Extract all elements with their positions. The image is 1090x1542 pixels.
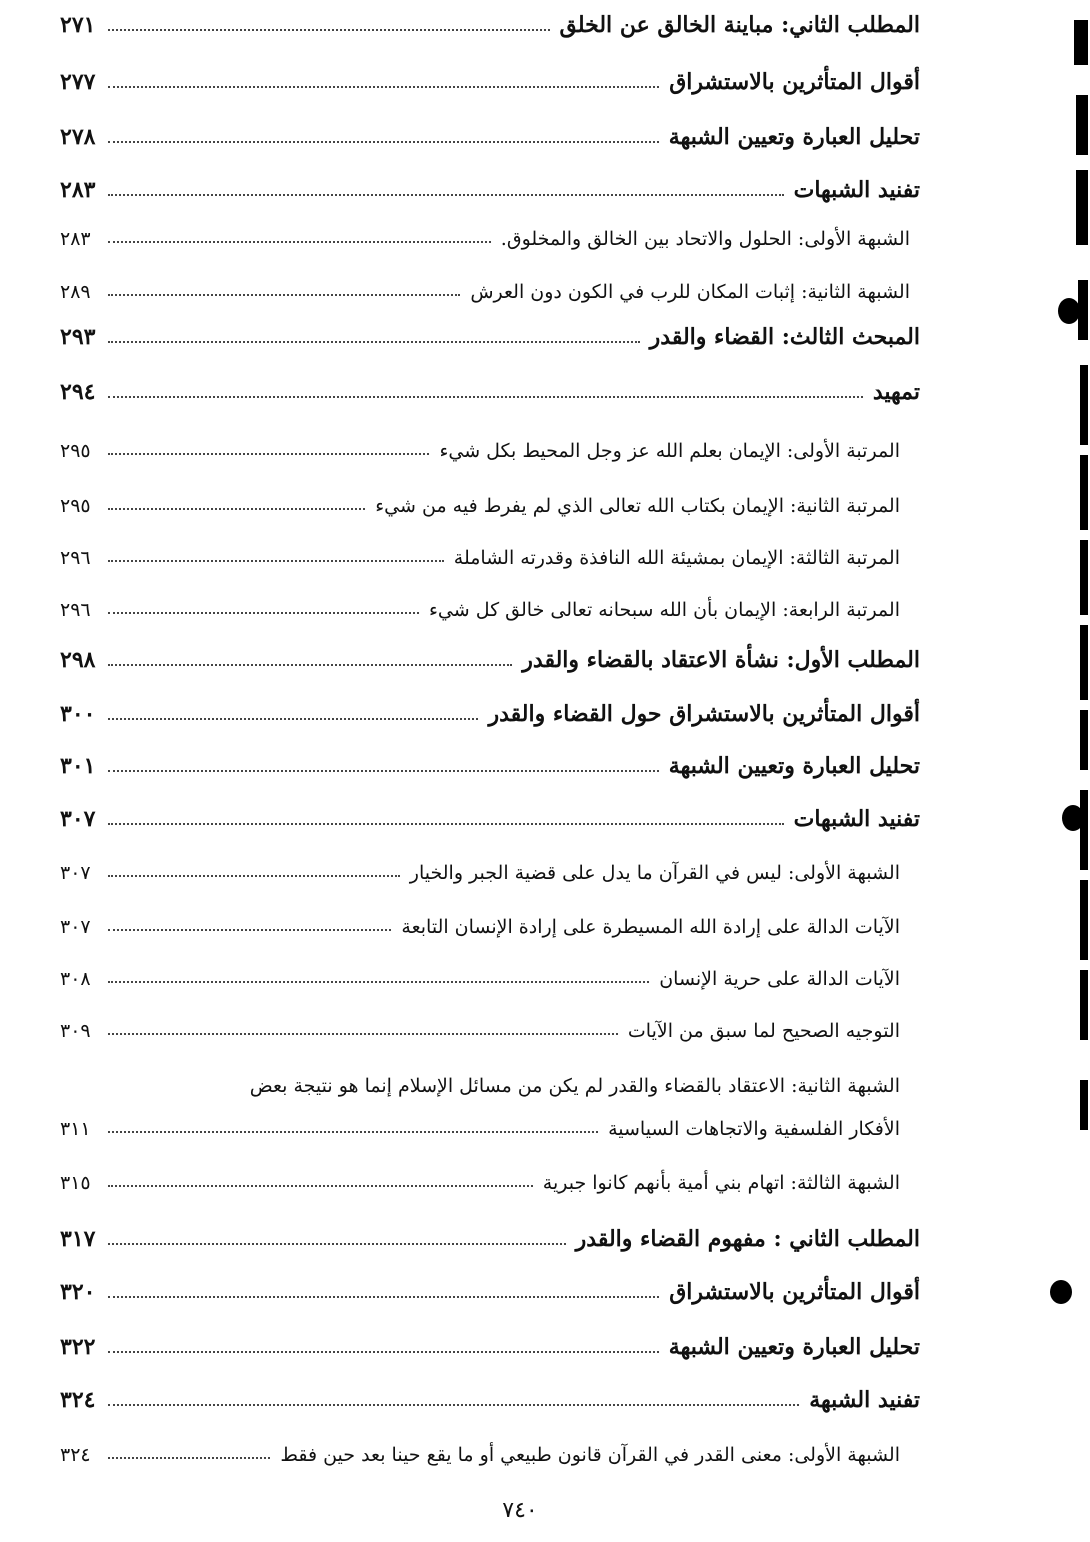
toc-entry-title: التوجيه الصحيح لما سبق من الآيات <box>627 1020 900 1042</box>
toc-entry-page: ٣٠١ <box>60 753 96 779</box>
toc-entry <box>60 643 920 673</box>
toc-entry-page: ٣٢٢ <box>60 1334 96 1360</box>
dot-leader <box>108 508 365 510</box>
dot-leader <box>108 194 784 196</box>
dot-leader <box>108 1351 659 1353</box>
toc-entry <box>60 220 910 250</box>
toc-entry <box>60 320 920 350</box>
dot-leader <box>108 1296 659 1298</box>
toc-entry <box>60 1330 920 1360</box>
toc-entry-title: المطلب الأول: نشأة الاعتقاد بالقضاء والقدر <box>522 647 920 673</box>
edge-mark <box>1080 365 1088 445</box>
toc-entry <box>60 65 920 95</box>
toc-entry <box>60 173 920 203</box>
toc-entry <box>60 1067 900 1097</box>
toc-entry <box>60 1383 920 1413</box>
toc-entry-title: تحليل العبارة وتعيين الشبهة <box>668 1334 920 1360</box>
toc-entry <box>60 8 920 38</box>
toc-entry-title: المطلب الثاني: مباينة الخالق عن الخلق <box>559 12 920 38</box>
toc-entry-title: تفنيد الشبهة <box>809 1387 920 1413</box>
toc-entry-title: تحليل العبارة وتعيين الشبهة <box>668 124 920 150</box>
edge-mark <box>1080 790 1088 870</box>
toc-entry <box>60 854 900 884</box>
toc-entry <box>60 120 920 150</box>
dot-leader <box>108 86 659 88</box>
toc-entry-title: تحليل العبارة وتعيين الشبهة <box>668 753 920 779</box>
toc-entry <box>60 908 900 938</box>
toc-entry <box>60 960 900 990</box>
toc-entry-title: المطلب الثاني : مفهوم القضاء والقدر <box>575 1226 920 1252</box>
toc-entry-title: المرتبة الثانية: الإيمان بكتاب الله تعالى الذي لم يفرط فيه من شيء <box>375 495 900 517</box>
toc-entry-page: ٣١٧ <box>60 1226 96 1252</box>
edge-mark <box>1080 710 1088 770</box>
toc-entry-title: تفنيد الشبهات <box>793 177 920 203</box>
toc-entry-title: تفنيد الشبهات <box>793 806 920 832</box>
toc-entry-page: ٢٩٦ <box>60 599 91 621</box>
toc-entry-title: أقوال المتأثرين بالاستشراق <box>669 69 920 95</box>
page-number: ٧٤٠ <box>502 1498 538 1523</box>
dot-leader <box>108 612 419 614</box>
toc-entry-page: ٢٩٥ <box>60 440 91 462</box>
toc-entry <box>60 375 920 405</box>
dot-leader <box>108 341 640 343</box>
dot-leader <box>108 1033 618 1035</box>
toc-entry-page: ٣١٥ <box>60 1172 91 1194</box>
dot-leader <box>108 718 478 720</box>
dot-leader <box>108 823 784 825</box>
toc-entry <box>60 1222 920 1252</box>
toc-entry-title: المرتبة الرابعة: الإيمان بأن الله سبحانه تعالى خالق كل شيء <box>428 599 900 621</box>
toc-entry-title: المرتبة الثالثة: الإيمان بمشيئة الله النافذة وقدرته الشاملة <box>453 547 900 569</box>
punch-hole <box>1050 1280 1072 1304</box>
toc-entry <box>60 591 900 621</box>
toc-entry <box>60 1110 900 1140</box>
toc-entry-page: ٣١١ <box>60 1118 91 1140</box>
toc-entry-title: الشبهة الثالثة: اتهام بني أمية بأنهم كانوا جبرية <box>542 1172 900 1194</box>
toc-entry-title: الشبهة الأولى: ليس في القرآن ما يدل على قضية الجبر والخيار <box>409 862 900 884</box>
dot-leader <box>108 770 659 772</box>
dot-leader <box>108 241 491 243</box>
toc-entry-page: ٣٢٤ <box>60 1387 96 1413</box>
dot-leader <box>108 664 512 666</box>
toc-entry-title: الشبهة الثانية: إثبات المكان للرب في الكون دون العرش <box>470 281 910 303</box>
toc-entry-page: ٢٩٦ <box>60 547 91 569</box>
dot-leader <box>108 981 649 983</box>
dot-leader <box>108 396 863 398</box>
toc-entry-title: المرتبة الأولى: الإيمان بعلم الله عز وجل المحيط بكل شيء <box>439 440 900 462</box>
toc-entry-title: أقوال المتأثرين بالاستشراق <box>669 1279 920 1305</box>
toc-entry-page: ٣٠٧ <box>60 862 91 884</box>
dot-leader <box>108 875 400 877</box>
toc-entry-title: الأفكار الفلسفية والاتجاهات السياسية <box>608 1118 900 1140</box>
toc-entry-page: ٢٧٨ <box>60 124 96 150</box>
toc-entry <box>60 432 900 462</box>
toc-entry-page: ٢٩٥ <box>60 495 91 517</box>
toc-entry-title: المبحث الثالث: القضاء والقدر <box>649 324 920 350</box>
edge-mark <box>1080 540 1088 615</box>
toc-entry <box>60 749 920 779</box>
toc-entry <box>60 1012 900 1042</box>
toc-entry <box>60 1275 920 1305</box>
dot-leader <box>108 1131 598 1133</box>
toc-entry-page: ٢٨٣ <box>60 228 91 250</box>
dot-leader <box>108 929 391 931</box>
toc-entry-title: الآيات الدالة على إرادة الله المسيطرة على إرادة الإنسان التابعة <box>401 916 900 938</box>
toc-entry <box>60 273 910 303</box>
toc-entry-page: ٢٧٧ <box>60 69 96 95</box>
toc-entry <box>60 487 900 517</box>
toc-entry <box>60 1436 900 1466</box>
toc-entry-page: ٣٠٧ <box>60 806 96 832</box>
dot-leader <box>108 294 460 296</box>
toc-entry-title: الشبهة الثانية: الاعتقاد بالقضاء والقدر لم يكن من مسائل الإسلام إنما هو نتيجة بعض <box>249 1075 900 1097</box>
edge-mark <box>1074 20 1088 65</box>
dot-leader <box>108 560 444 562</box>
edge-mark <box>1078 280 1088 340</box>
toc-entry-title: أقوال المتأثرين بالاستشراق حول القضاء والقدر <box>488 701 920 727</box>
dot-leader <box>108 1404 799 1406</box>
toc-entry-page: ٣٠٠ <box>60 701 96 727</box>
edge-mark <box>1076 170 1088 245</box>
dot-leader <box>108 1243 566 1245</box>
dot-leader <box>108 29 550 31</box>
toc-entry-page: ٢٩٣ <box>60 324 96 350</box>
toc-entry-page: ٢٨٩ <box>60 281 91 303</box>
toc-entry-page: ٣٠٨ <box>60 968 91 990</box>
dot-leader <box>108 141 659 143</box>
edge-mark <box>1080 970 1088 1040</box>
edge-mark <box>1080 880 1088 960</box>
toc-entry-page: ٣٠٧ <box>60 916 91 938</box>
dot-leader <box>108 453 429 455</box>
toc-entry <box>60 539 900 569</box>
toc-entry-title: الآيات الدالة على حرية الإنسان <box>659 968 900 990</box>
toc-entry-title: الشبهة الأولى: معنى القدر في القرآن قانون طبيعي أو ما يقع حينا بعد حين فقط <box>280 1444 900 1466</box>
toc-entry-title: تمهيد <box>872 379 920 405</box>
punch-hole <box>1058 298 1080 324</box>
toc-entry-page: ٢٩٨ <box>60 647 96 673</box>
dot-leader <box>108 1185 533 1187</box>
toc-entry-page: ٣٠٩ <box>60 1020 91 1042</box>
toc-entry-page: ٣٢٠ <box>60 1279 96 1305</box>
toc-entry <box>60 1164 900 1194</box>
dot-leader <box>108 1457 270 1459</box>
toc-entry-page: ٢٧١ <box>60 12 96 38</box>
toc-entry-page: ٢٨٣ <box>60 177 96 203</box>
edge-mark <box>1080 1080 1088 1130</box>
edge-mark <box>1080 625 1088 700</box>
edge-mark <box>1076 95 1088 155</box>
toc-entry <box>60 802 920 832</box>
edge-mark <box>1080 455 1088 530</box>
toc-entry-title: الشبهة الأولى: الحلول والاتحاد بين الخالق والمخلوق. <box>500 228 910 250</box>
toc-entry <box>60 697 920 727</box>
toc-entry-page: ٣٢٤ <box>60 1444 91 1466</box>
toc-entry-page: ٢٩٤ <box>60 379 96 405</box>
